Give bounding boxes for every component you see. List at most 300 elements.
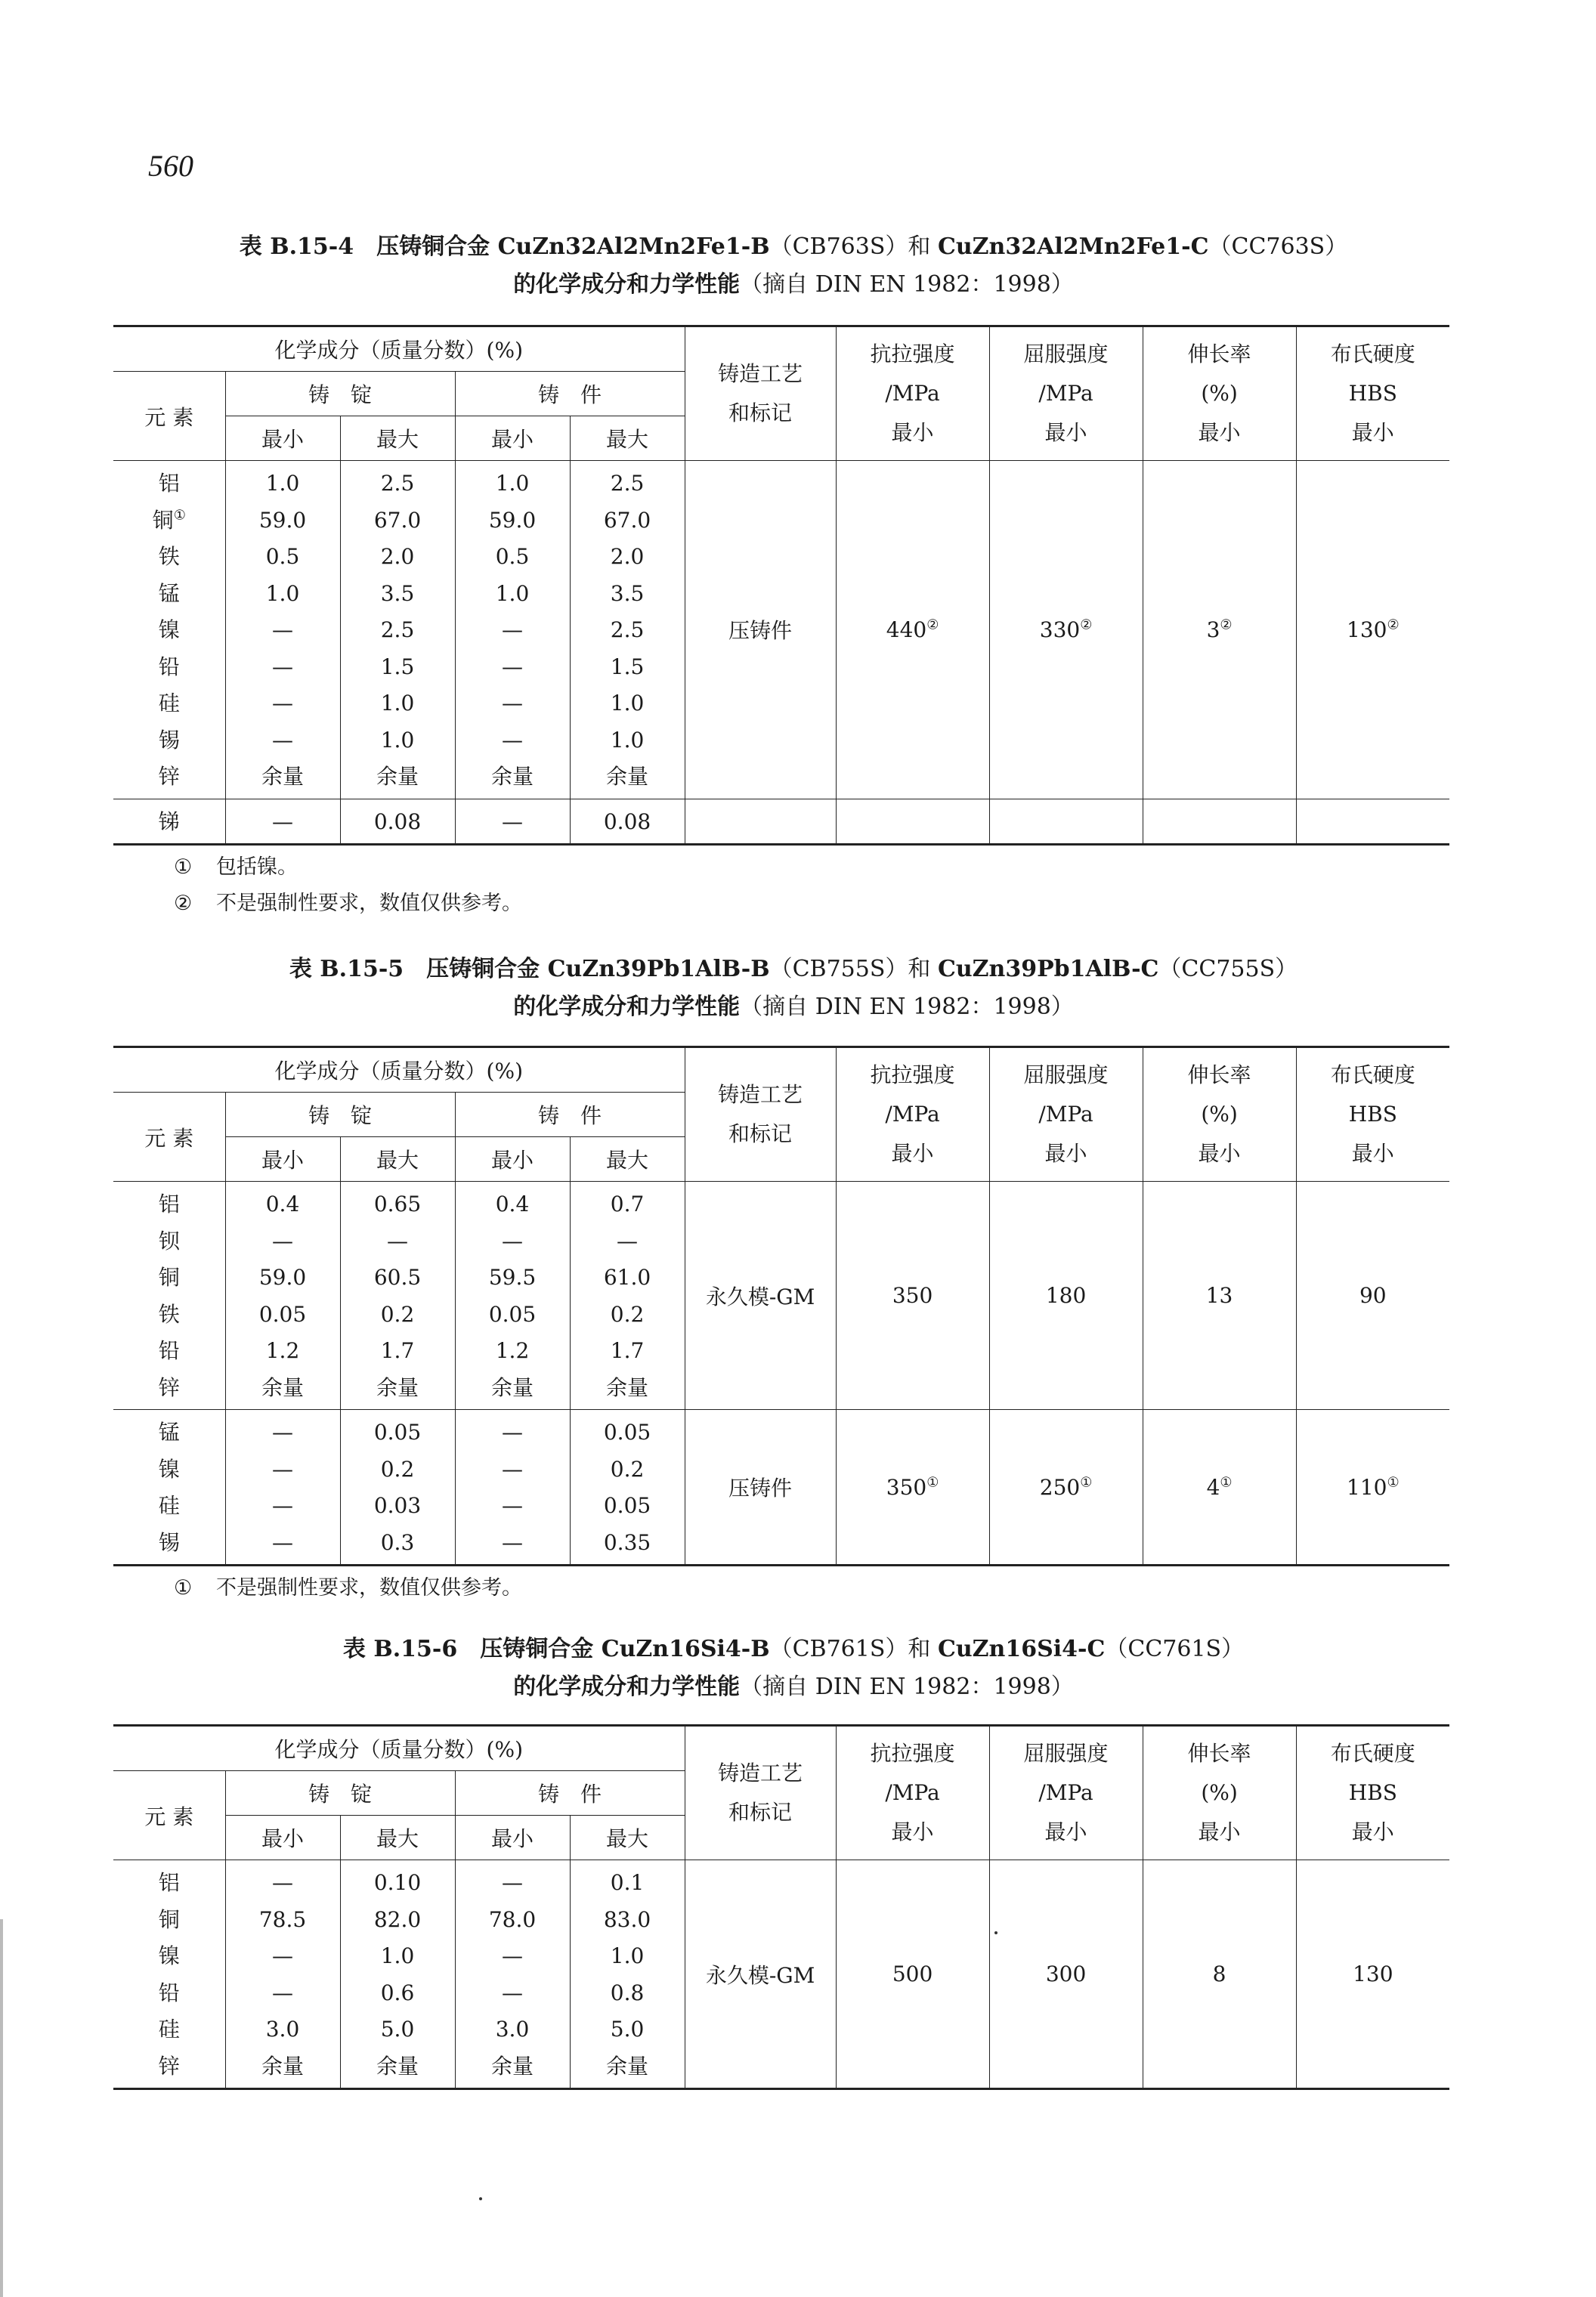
table-row: 余量 [490, 764, 534, 789]
table-row: 1.7 [610, 1338, 645, 1363]
elongation-header-line: 伸长率 [1187, 342, 1251, 366]
table-row: 硅 [158, 1493, 180, 1518]
casting-max-cell [570, 1860, 685, 2089]
elongation-cell [1143, 1410, 1296, 1566]
hardness-cell [1296, 1860, 1449, 2089]
table-row: 余量 [606, 2053, 649, 2079]
table-row: 余量 [490, 1374, 534, 1400]
hardness-header [1296, 1047, 1449, 1182]
table-row: 78.5 [258, 1906, 307, 1932]
table-row: — [502, 1456, 523, 1482]
footnote-ref: ① [1080, 1474, 1093, 1491]
min-header-label: 最小 [261, 1148, 304, 1173]
min-header [225, 1137, 340, 1182]
ingot-header [225, 372, 455, 416]
table-row: 余量 [606, 1374, 649, 1400]
tensile-header-line: /MPa [885, 1102, 940, 1127]
table-row: — [272, 654, 293, 679]
table-row: 铅 [158, 654, 180, 679]
yield-header-line: 屈服强度 [1023, 342, 1109, 366]
composition-header-label: 化学成分（质量分数）(%) [274, 1059, 524, 1084]
table-row: 2.5 [610, 617, 645, 642]
tensile-value: 440② [886, 617, 939, 642]
hardness-header-line: 最小 [1351, 1819, 1394, 1844]
table-row: — [272, 1870, 293, 1895]
elongation-header-line: 最小 [1198, 1819, 1241, 1844]
table-row: 0.05 [488, 1301, 537, 1327]
page-number: 560 [148, 149, 193, 183]
table-row: 锡 [158, 1529, 180, 1555]
process-cell [685, 1182, 836, 1410]
hardness-value: 90 [1359, 1283, 1387, 1308]
table-row: — [272, 1420, 293, 1445]
table-row: 1.0 [495, 580, 530, 606]
process-header-line: 和标记 [728, 1121, 793, 1146]
table-row: 余量 [606, 764, 649, 789]
tensile-header-line: 抗拉强度 [870, 1741, 955, 1766]
ingot-header-label: 铸 锭 [308, 382, 372, 407]
min-header-label: 最小 [490, 1148, 534, 1173]
element-cell [113, 799, 225, 845]
scan-speck [479, 2197, 482, 2200]
footnote-ref: ① [173, 507, 186, 524]
table-row: 余量 [376, 2053, 419, 2079]
min-header [455, 1137, 570, 1182]
min-header-label: 最小 [490, 427, 534, 452]
casting-min-cell [455, 799, 570, 845]
hardness-cell [1296, 1410, 1449, 1566]
table-row: — [272, 691, 293, 716]
tensile-header-line: 最小 [891, 420, 934, 445]
max-header [340, 416, 455, 461]
table-row: 铁 [158, 1301, 180, 1327]
table-row: 1.0 [380, 727, 415, 753]
hardness-header-line: 布氏硬度 [1330, 1741, 1415, 1766]
table-notes [174, 849, 522, 922]
max-header-label: 最大 [606, 1826, 649, 1851]
ingot-header [225, 1093, 455, 1137]
ingot-min-cell [225, 799, 340, 845]
hardness-header-line: HBS [1348, 1780, 1397, 1805]
composition-table [113, 1046, 1449, 1566]
table-caption: 表 B.15-6 压铸铜合金 CuZn16Si4-B（CB761S）和 CuZn16Si4-C（CC761S） 的化学成分和力学性能（摘自 DIN EN 1982：1998） [342, 1636, 1245, 1700]
table-row: 59.5 [488, 1265, 537, 1290]
table-row: 2.0 [610, 544, 645, 569]
table-row: 0.2 [610, 1301, 645, 1327]
process-header-line: 铸造工艺 [718, 1082, 803, 1107]
process-header-line: 和标记 [728, 1800, 793, 1825]
ingot-header-label: 铸 锭 [308, 1103, 372, 1128]
footnote-ref: ① [1220, 1474, 1233, 1491]
table-row: 61.0 [603, 1265, 651, 1290]
casting-min-cell [455, 461, 570, 799]
table-row: — [272, 1529, 293, 1555]
table-row: — [502, 1493, 523, 1518]
hardness-header-line: 布氏硬度 [1330, 342, 1415, 366]
casting-max-cell [570, 1410, 685, 1566]
table-row: 铜① [152, 507, 186, 533]
footnote-ref: ② [1080, 617, 1093, 633]
table-row: 0.35 [603, 1529, 651, 1555]
table-row: 2.0 [380, 544, 415, 569]
process-cell [685, 1860, 836, 2089]
yield-cell [989, 461, 1143, 799]
element-cell [113, 1182, 225, 1410]
min-header-label: 最小 [261, 1826, 304, 1851]
table-row: 锌 [158, 1374, 180, 1400]
table-row: 钡 [158, 1228, 180, 1254]
table-row: 1.2 [495, 1338, 530, 1363]
process-cell [685, 1410, 836, 1566]
process-header [685, 1047, 836, 1182]
tensile-cell [836, 1410, 989, 1566]
element-cell [113, 1410, 225, 1566]
table-row: 78.0 [488, 1906, 537, 1932]
composition-table [113, 1724, 1449, 2090]
footnote-ref: ② [1387, 617, 1400, 633]
table-row: — [502, 1870, 523, 1895]
table-body [113, 1182, 1449, 1566]
max-header [570, 1137, 685, 1182]
table-row: — [387, 1228, 408, 1254]
table-row: 2.5 [380, 617, 415, 642]
elongation-header-line: (%) [1201, 1102, 1238, 1127]
yield-cell [989, 1182, 1143, 1410]
table-row: 1.0 [380, 1943, 415, 1968]
hardness-cell [1296, 461, 1449, 799]
elongation-header-line: 伸长率 [1187, 1741, 1251, 1766]
yield-header-line: 最小 [1044, 420, 1087, 445]
process-value: 压铸件 [728, 618, 793, 644]
process-value: 永久模-GM [705, 1962, 815, 1988]
table-body [113, 461, 1449, 845]
table-row: 1.0 [610, 727, 645, 753]
table-row: — [502, 1228, 523, 1254]
footnote-text: 不是强制性要求，数值仅供参考。 [216, 892, 522, 915]
tensile-cell [836, 461, 989, 799]
hardness-header-line: HBS [1348, 381, 1397, 406]
tensile-cell [836, 1860, 989, 2089]
table-row: 锑 [158, 808, 180, 834]
table-notes [174, 1570, 522, 1606]
casting-min-cell [455, 1182, 570, 1410]
footnote [174, 1570, 522, 1606]
max-header [570, 416, 685, 461]
table-row: — [272, 808, 293, 834]
footnote-ref: ② [926, 617, 939, 633]
elongation-header-line: (%) [1201, 1780, 1238, 1805]
ingot-max-cell [340, 799, 455, 845]
element-header-label: 元 素 [144, 1125, 194, 1151]
table-row: — [502, 1420, 523, 1445]
hardness-header-line: HBS [1348, 1102, 1397, 1127]
table-row: 余量 [261, 764, 304, 789]
elongation-header-line: (%) [1201, 381, 1238, 406]
table-row: — [272, 1943, 293, 1968]
elongation-header [1143, 326, 1296, 461]
table-row: 铝 [158, 471, 180, 496]
process-value: 永久模-GM [705, 1284, 815, 1309]
table-row: 1.0 [495, 471, 530, 496]
table-row: 1.5 [610, 654, 645, 679]
tensile-header-line: /MPa [885, 1780, 940, 1805]
table-row: — [502, 727, 523, 753]
yield-header-line: 屈服强度 [1023, 1741, 1109, 1766]
table-row: 0.05 [603, 1420, 651, 1445]
tensile-header-line: 最小 [891, 1141, 934, 1166]
yield-value: 300 [1045, 1962, 1087, 1986]
min-header [225, 416, 340, 461]
composition-header [113, 1726, 685, 1771]
hardness-header [1296, 1726, 1449, 1860]
elongation-value: 8 [1212, 1962, 1226, 1986]
ingot-header [225, 1771, 455, 1816]
max-header-label: 最大 [376, 427, 419, 452]
process-header-line: 铸造工艺 [718, 1761, 803, 1785]
table-row: 2.5 [380, 471, 415, 496]
table-row: — [502, 691, 523, 716]
tensile-header [836, 1047, 989, 1182]
ingot-min-cell [225, 461, 340, 799]
table-row: 0.08 [373, 808, 422, 834]
table-caption: 表 B.15-4 压铸铜合金 CuZn32Al2Mn2Fe1-B（CB763S）和 CuZn32Al2Mn2Fe1-C（CC763S） 的化学成分和力学性能（摘自 DIN EN 1982：1998） [239, 233, 1348, 298]
yield-header-line: 屈服强度 [1023, 1062, 1109, 1087]
ingot-max-cell [340, 1182, 455, 1410]
max-header-label: 最大 [606, 427, 649, 452]
element-header-label: 元 素 [144, 1804, 194, 1829]
casting-header-label: 铸 件 [538, 1103, 602, 1128]
max-header-label: 最大 [376, 1826, 419, 1851]
table-header [113, 1047, 1449, 1182]
tensile-header [836, 326, 989, 461]
yield-header-line: 最小 [1044, 1819, 1087, 1844]
table-row: 铁 [158, 544, 180, 569]
tensile-header-line: 抗拉强度 [870, 1062, 955, 1087]
table-row: 余量 [261, 1374, 304, 1400]
min-header-label: 最小 [490, 1826, 534, 1851]
hardness-cell [1296, 1182, 1449, 1410]
hardness-value: 130 [1353, 1962, 1393, 1986]
table-row: 67.0 [603, 507, 651, 533]
composition-header-label: 化学成分（质量分数）(%) [274, 338, 524, 363]
elongation-value: 3② [1206, 617, 1233, 642]
elongation-value: 4① [1206, 1474, 1233, 1500]
scan-edge-shadow [0, 1919, 3, 2297]
table-row: 0.7 [610, 1192, 645, 1217]
table-row: 1.0 [380, 691, 415, 716]
yield-header-line: /MPa [1038, 1780, 1093, 1805]
hardness-header-line: 布氏硬度 [1330, 1062, 1415, 1087]
ingot-min-cell [225, 1182, 340, 1410]
element-header [113, 372, 225, 461]
table-row: 余量 [376, 1374, 419, 1400]
table-row: — [272, 727, 293, 753]
table-row: 59.0 [488, 507, 537, 533]
yield-header [989, 1726, 1143, 1860]
casting-header [455, 372, 685, 416]
casting-max-cell [570, 799, 685, 845]
yield-cell [989, 799, 1143, 845]
table-row: 0.05 [373, 1420, 422, 1445]
element-header [113, 1771, 225, 1860]
composition-header [113, 326, 685, 372]
tensile-cell [836, 799, 989, 845]
table-row: 铝 [158, 1870, 180, 1895]
hardness-header-line: 最小 [1351, 1141, 1394, 1166]
table-row: 铜 [158, 1906, 180, 1932]
process-header [685, 1726, 836, 1860]
yield-header [989, 1047, 1143, 1182]
yield-value: 180 [1045, 1283, 1087, 1308]
footnote-mark: ① [174, 855, 193, 879]
table-header [113, 326, 1449, 461]
tensile-cell [836, 1182, 989, 1410]
min-header [225, 1816, 340, 1860]
table-row: — [502, 617, 523, 642]
composition-table [113, 325, 1449, 846]
min-header-label: 最小 [261, 427, 304, 452]
casting-min-cell [455, 1860, 570, 2089]
table-row: 0.08 [603, 808, 651, 834]
elongation-header-line: 最小 [1198, 420, 1241, 445]
yield-header-line: /MPa [1038, 1102, 1093, 1127]
table-row: 82.0 [373, 1906, 422, 1932]
table-row: 59.0 [258, 1265, 307, 1290]
table-row: — [502, 1943, 523, 1968]
tensile-value: 350 [892, 1283, 933, 1308]
table-row: — [272, 1980, 293, 2005]
table-row: 铜 [158, 1265, 180, 1290]
process-header [685, 326, 836, 461]
max-header-label: 最大 [606, 1148, 649, 1173]
table-row: 67.0 [373, 507, 422, 533]
table-row: 0.05 [603, 1493, 651, 1518]
table-row: 余量 [261, 2053, 304, 2079]
table-header [113, 1726, 1449, 1860]
footnote-mark: ② [174, 892, 193, 915]
table-row: — [272, 1493, 293, 1518]
table-row: 0.1 [610, 1870, 645, 1895]
yield-cell [989, 1410, 1143, 1566]
element-header-label: 元 素 [144, 404, 194, 430]
table-row: 余量 [376, 764, 419, 789]
yield-header-line: 最小 [1044, 1141, 1087, 1166]
ingot-header-label: 铸 锭 [308, 1782, 372, 1807]
table-row: 1.2 [265, 1338, 300, 1363]
table-row: 0.65 [373, 1192, 422, 1217]
casting-header [455, 1771, 685, 1816]
table-row: 镍 [158, 1943, 180, 1968]
table-row: — [272, 1456, 293, 1482]
max-header [340, 1816, 455, 1860]
table-row: 2.5 [610, 471, 645, 496]
tensile-value: 500 [892, 1962, 933, 1986]
table-row: 0.3 [380, 1529, 415, 1555]
elongation-header [1143, 1047, 1296, 1182]
table-row: 0.2 [380, 1301, 415, 1327]
table-row: 3.0 [265, 2017, 300, 2042]
composition-header [113, 1047, 685, 1093]
table-row: 1.0 [265, 580, 300, 606]
table-row: 3.5 [380, 580, 415, 606]
footnote-text: 不是强制性要求，数值仅供参考。 [216, 1576, 522, 1600]
casting-header-label: 铸 件 [538, 382, 602, 407]
footnote [174, 849, 522, 886]
process-header-line: 和标记 [728, 400, 793, 425]
elongation-cell [1143, 1182, 1296, 1410]
table-row: 1.5 [380, 654, 415, 679]
table-caption: 表 B.15-5 压铸铜合金 CuZn39Pb1AlB-B（CB755S）和 CuZn39Pb1AlB-C（CC755S） 的化学成分和力学性能（摘自 DIN EN 1982：1998） [289, 956, 1298, 1020]
table-row: 锰 [158, 580, 180, 606]
footnote-ref: ① [1387, 1474, 1400, 1491]
table-body [113, 1860, 1449, 2089]
ingot-min-cell [225, 1860, 340, 2089]
table-row: 锌 [158, 764, 180, 789]
footnote-text: 包括镍。 [216, 855, 298, 879]
min-header [455, 416, 570, 461]
table-row: 5.0 [610, 2017, 645, 2042]
table-row: 0.5 [495, 544, 530, 569]
table-row: — [502, 1529, 523, 1555]
table-row: 铝 [158, 1192, 180, 1217]
table-row: 余量 [490, 2053, 534, 2079]
table-row: 0.5 [265, 544, 300, 569]
table-row: 铅 [158, 1338, 180, 1363]
max-header-label: 最大 [376, 1148, 419, 1173]
elongation-header-line: 最小 [1198, 1141, 1241, 1166]
casting-header-label: 铸 件 [538, 1782, 602, 1807]
table-row: 锡 [158, 727, 180, 753]
elongation-cell [1143, 461, 1296, 799]
table-row: 3.0 [495, 2017, 530, 2042]
table-row: 1.0 [610, 691, 645, 716]
min-header [455, 1816, 570, 1860]
tensile-header-line: /MPa [885, 381, 940, 406]
max-header [340, 1137, 455, 1182]
yield-header-line: /MPa [1038, 381, 1093, 406]
footnote-mark: ① [174, 1576, 193, 1600]
table-row: 1.0 [265, 471, 300, 496]
table-row: 83.0 [603, 1906, 651, 1932]
table-row: 5.0 [380, 2017, 415, 2042]
table-row: 3.5 [610, 580, 645, 606]
table-row: 0.10 [373, 1870, 422, 1895]
table-row: 60.5 [373, 1265, 422, 1290]
yield-value: 250① [1039, 1474, 1093, 1500]
table-row: 锰 [158, 1420, 180, 1445]
elongation-value: 13 [1205, 1283, 1233, 1308]
elongation-header [1143, 1726, 1296, 1860]
tensile-value: 350① [886, 1474, 939, 1500]
elongation-header-line: 伸长率 [1187, 1062, 1251, 1087]
process-cell [685, 461, 836, 799]
table-row: 锌 [158, 2053, 180, 2079]
casting-header [455, 1093, 685, 1137]
table-row: — [502, 808, 523, 834]
hardness-value: 130② [1347, 617, 1400, 642]
table-row: — [272, 1228, 293, 1254]
process-cell [685, 799, 836, 845]
hardness-header [1296, 326, 1449, 461]
ingot-max-cell [340, 1410, 455, 1566]
hardness-value: 110① [1347, 1474, 1400, 1500]
ingot-max-cell [340, 461, 455, 799]
tensile-header-line: 最小 [891, 1819, 934, 1844]
hardness-cell [1296, 799, 1449, 845]
element-cell [113, 1860, 225, 2089]
table-row: 0.2 [380, 1456, 415, 1482]
footnote [174, 886, 522, 922]
